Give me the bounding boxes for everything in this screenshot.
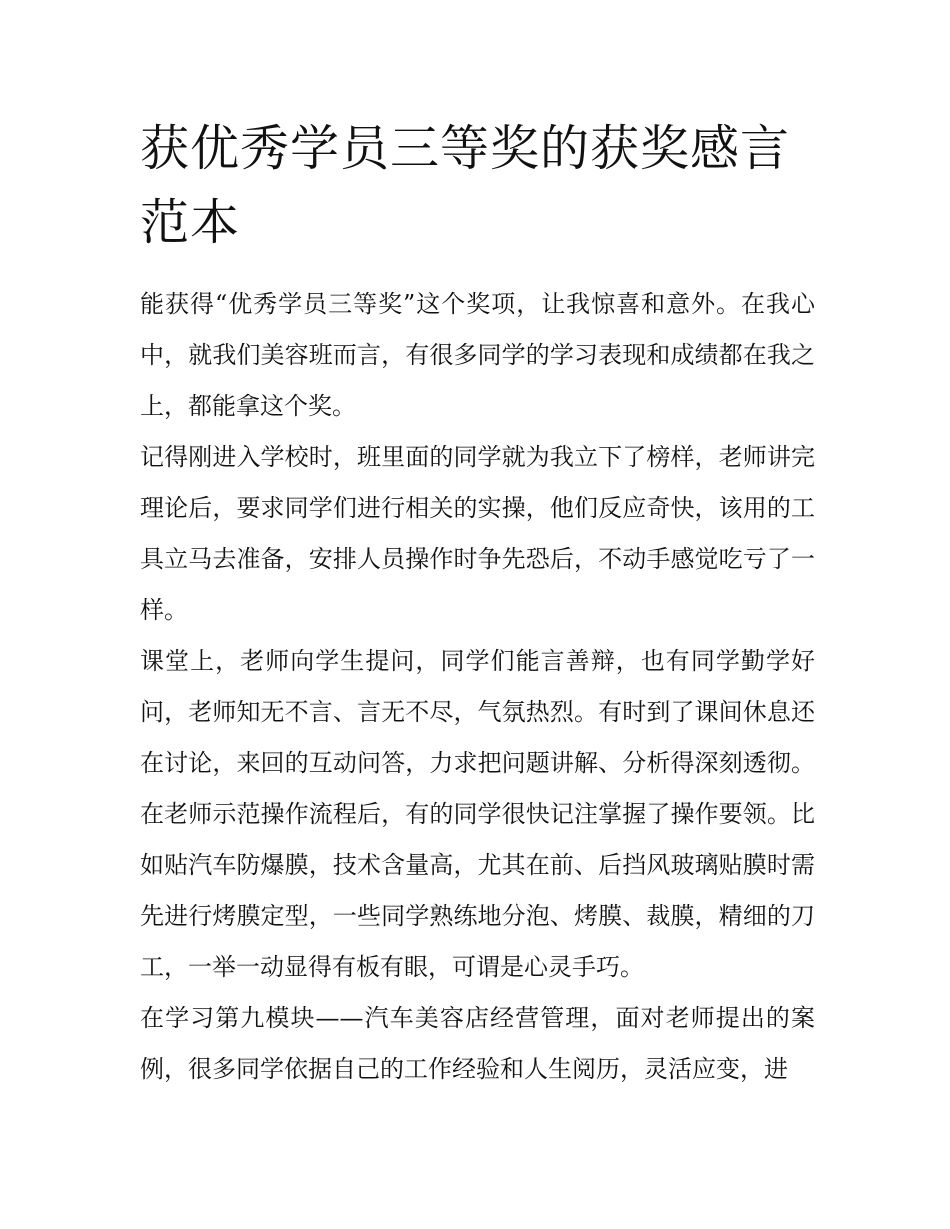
document-title: 获优秀学员三等奖的获奖感言范本 [140,120,791,251]
paragraph-2: 记得刚进入学校时，班里面的同学就为我立下了榜样，老师讲完理论后，要求同学们进行相关的实操，他们反应奇快，该用的工具立马去准备，安排人员操作时争先恐后，不动手感觉吃亏了一样。 [140,443,815,624]
paragraph-4: 在学习第九模块——汽车美容店经营管理，面对老师提出的案例，很多同学依据自己的工作经验和人生阅历，灵活应变，进 [140,1004,815,1083]
document-body [140,279,815,1095]
paragraph-1: 能获得“优秀学员三等奖”这个奖项，让我惊喜和意外。在我心中，就我们美容班而言，有很多同学的学习表现和成绩都在我之上，都能拿这个奖。 [140,290,815,420]
paragraph-3: 课堂上，老师向学生提问，同学们能言善辩，也有同学勤学好问，老师知无不言、言无不尽，气氛热烈。有时到了课间休息还在讨论，来回的互动问答，力求把问题讲解、分析得深刻透彻。在老师示范操作流程后，有的同学很快记注掌握了操作要领。比如贴汽车防爆膜，技术含量高，尤其在前、后挡风玻璃贴膜时需先进行烤膜定型，一些同学熟练地分泡、烤膜、裁膜，精细的刀工，一举一动显得有板有眼，可谓是心灵手巧。 [140,647,815,981]
